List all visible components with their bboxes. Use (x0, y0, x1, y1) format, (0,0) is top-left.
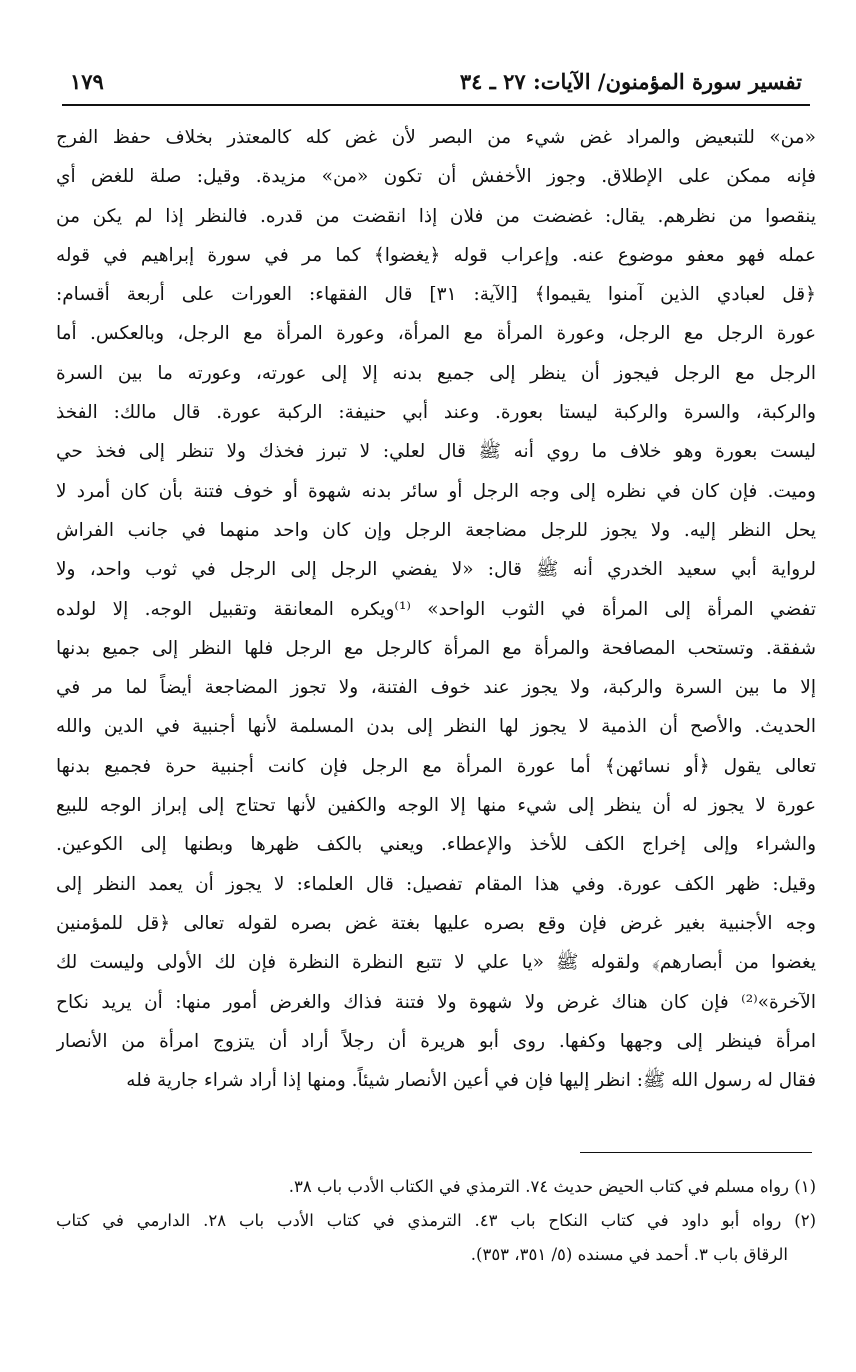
text-line: ينقصوا من نظرهم. يقال: غضضت من فلان إذا انقضت من قدره. فالنظر إذا لم يكن من (56, 205, 816, 227)
header-divider (62, 104, 810, 106)
text-line: يغضوا من أبصارهم﴾ ولقوله ﷺ «يا علي لا تتبع النظرة النظرة فإن لك الأولى وليست لك (56, 952, 816, 974)
text-line: «من» للتبعيض والمراد غض شيء من البصر لأن غض كله كالمعتذر بخلاف حفظ الفرج (56, 127, 816, 148)
text-line: وميت. فإن كان في نظره إلى وجه الرجل أو سائر بدنه شهوة أو خوف فتنة بأن كان أمرد لا (56, 480, 816, 502)
text-line: الآخرة»⁽²⁾ فإن كان هناك غرض ولا شهوة ولا فتنة فذاك والغرض أمور منها: أن يريد نكاح (56, 991, 816, 1013)
text-line: ﴿قل لعبادي الذين آمنوا يقيموا﴾ [الآية: ٣١] قال الفقهاء: العورات على أربعة أقسام: (56, 284, 816, 306)
text-line: الرجل مع الرجل فيجوز أن ينظر إلى جميع بدنه إلا إلى عورته، وعورته ما بين السرة (56, 362, 816, 384)
text-line: وجه الأجنبية بغير غرض فإن وقع بصره عليها بغتة غض بصره لقوله تعالى ﴿قل للمؤمنين (56, 912, 816, 934)
page-header (70, 64, 802, 98)
text-line: عورة لا يجوز له أن ينظر إلى شيء منها إلا الوجه والكفين لأنها تحتاج إلى إبراز الوجه للبيع (56, 795, 816, 817)
text-line: إلا ما بين السرة والركبة، ولا يجوز عند خوف الفتنة، ولا تجوز المضاجعة أيضاً لما مر في (56, 677, 816, 699)
footnote-divider (580, 1152, 812, 1153)
text-line: لرواية أبي سعيد الخدري أنه ﷺ قال: «لا يفضي الرجل إلى الرجل في ثوب واحد، ولا (56, 559, 816, 581)
footnote-2-continuation: الرقاق باب ٣. أحمد في مسنده (٥/ ٣٥١، ٣٥٣). (470, 1245, 788, 1264)
text-line: عورة الرجل مع الرجل، وعورة المرأة مع المرأة، وعورة المرأة مع الرجل، وبالعكس. أما (56, 323, 816, 345)
text-line: وقيل: ظهر الكف عورة. وفي هذا المقام تفصيل: قال العلماء: لا يجوز أن يعمد النظر إلى (56, 873, 816, 895)
text-line: عمله فهو معفو موضوع عنه. وإعراب قوله ﴿يغضوا﴾ كما مر في سورة إبراهيم في قوله (56, 244, 816, 266)
page-number: ١٧٩ (70, 68, 104, 94)
text-line: يحل النظر إليه. ولا يجوز للرجل مضاجعة الرجل وإن كان واحد منهما في جانب الفراش (56, 519, 816, 541)
main-text (56, 118, 816, 1100)
footnote-1: (١) رواه مسلم في كتاب الحيض حديث ٧٤. الترمذي في الكتاب الأدب باب ٣٨. (288, 1177, 816, 1196)
footnote-2: (٢) رواه أبو داود في كتاب النكاح باب ٤٣. الترمذي في كتاب الأدب باب ٢٨. الدارمي في كتاب (56, 1211, 816, 1230)
text-line: والركبة، والسرة والركبة ليستا بعورة. وعند أبي حنيفة: الركبة عورة. قال مالك: الفخذ (56, 402, 816, 424)
text-line: فقال له رسول الله ﷺ: انظر إليها فإن في أعين الأنصار شيئاً. ومنها إذا أراد شراء جارية فله (126, 1070, 816, 1092)
text-line: الحديث. والأصح أن الذمية لا يجوز لها النظر إلى بدن المسلمة لأنها أجنبية في الدين والله (56, 716, 816, 738)
running-title: تفسير سورة المؤمنون/ الآيات: ٢٧ ـ ٣٤ (459, 68, 802, 94)
text-line: امرأة فينظر إلى وجهها وكفها. روى أبو هريرة أن رجلاً أراد أن يتزوج امرأة من الأنصار (56, 1030, 816, 1052)
text-line: شفقة. وتستحب المصافحة والمرأة مع المرأة كالرجل مع الرجل فلها النظر إلى جميع بدنها (56, 637, 816, 659)
text-line: فإنه ممكن على الإطلاق. وجوز الأخفش أن تكون «من» مزيدة. وقيل: صلة للغض أي (56, 166, 816, 188)
text-line: تفضي المرأة إلى المرأة في الثوب الواحد» ⁽¹⁾ويكره المعانقة وتقبيل الوجه. إلا لولده (56, 598, 816, 620)
footnotes (56, 1170, 816, 1272)
text-line: تعالى يقول ﴿أو نسائهن﴾ أما عورة المرأة مع الرجل فإن كانت أجنبية حرة فجميع بدنها (56, 755, 816, 777)
text-line: والشراء وإلى إخراج الكف للأخذ والإعطاء. ويعني بالكف ظهرها وبطنها إلى الكوعين. (56, 834, 816, 856)
text-line: ليست بعورة وهو خلاف ما روي أنه ﷺ قال لعلي: لا تبرز فخذك ولا تنظر إلى فخذ حي (56, 441, 816, 463)
